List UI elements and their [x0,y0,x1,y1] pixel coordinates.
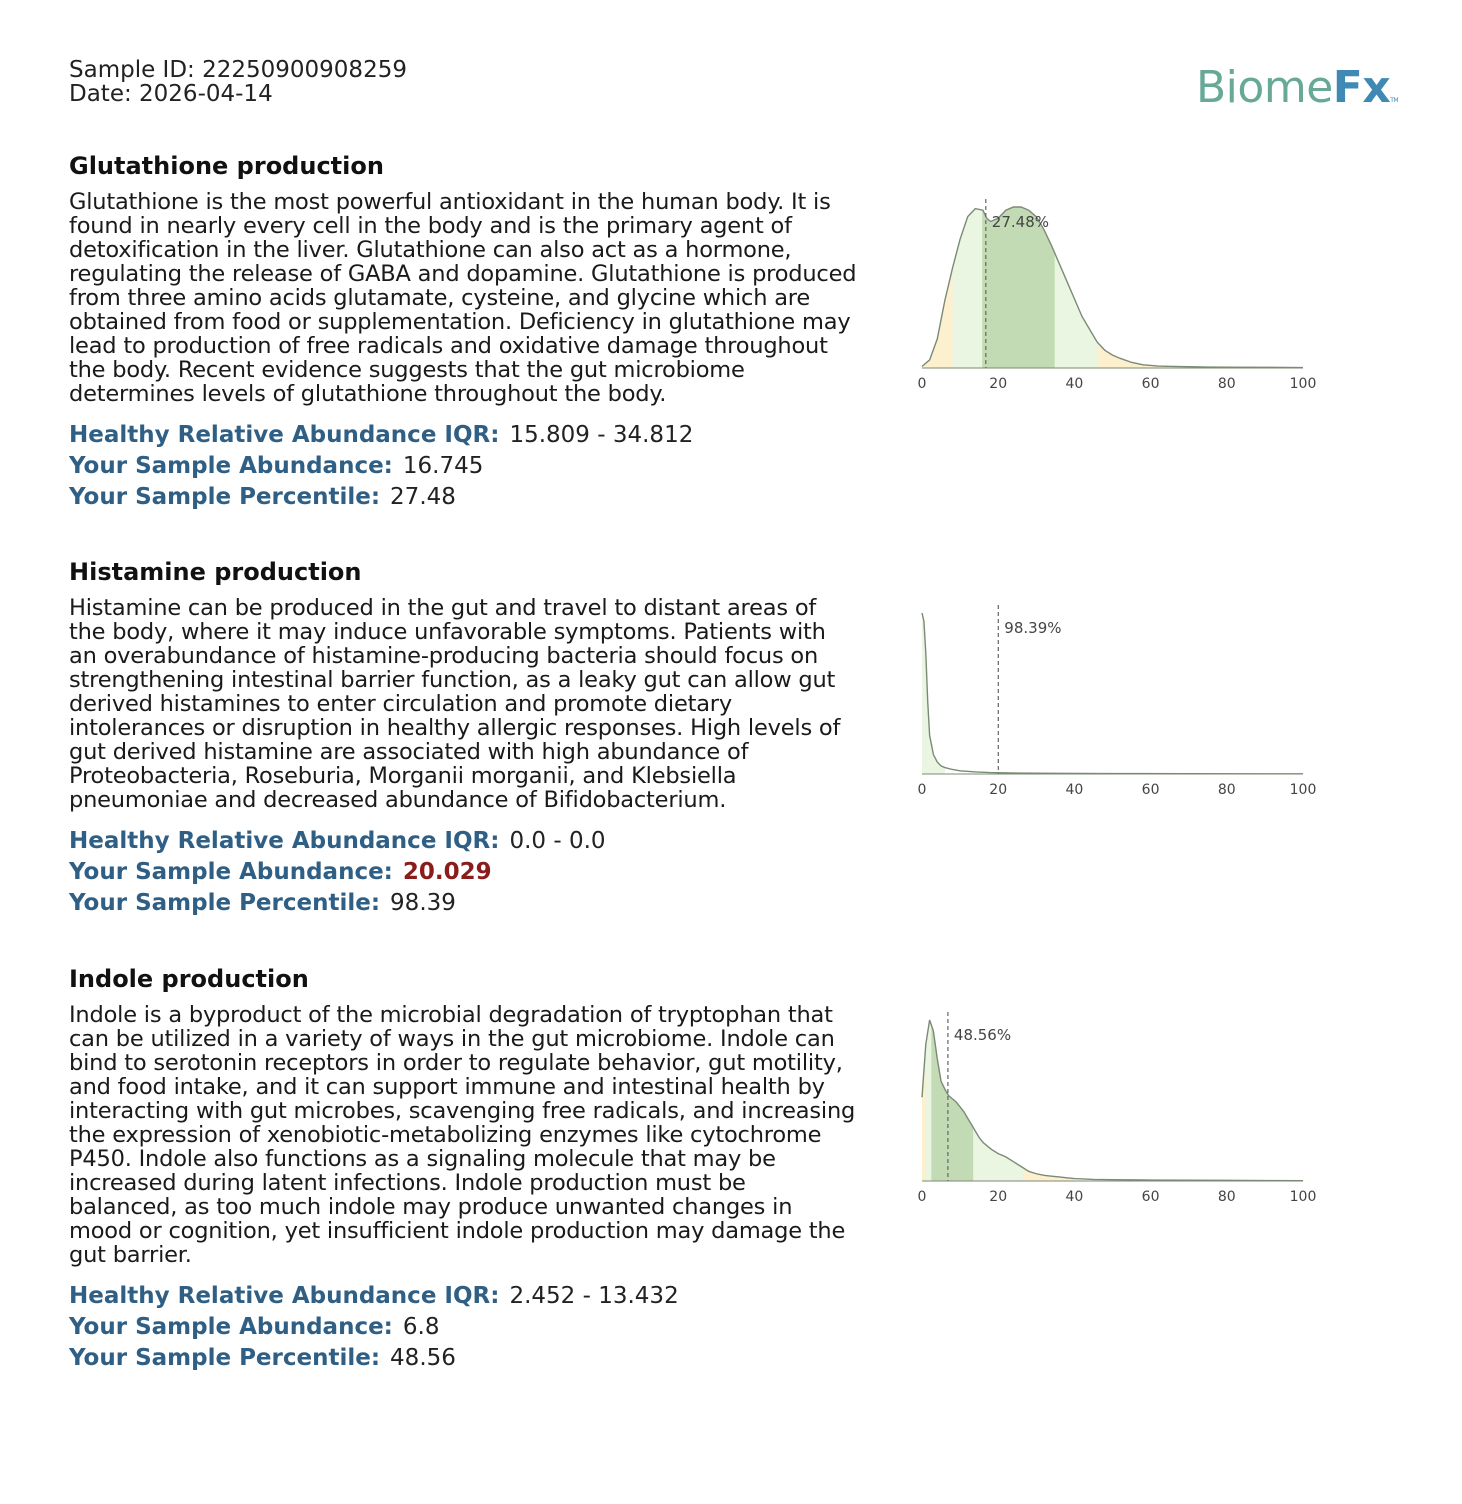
section-description: Indole is a byproduct of the microbial degradation of tryptophan that can be utilized in a variety of ways in the gut microbiome. Indole can bind to serotonin receptors in order to regulate behavior, gut motility, and food intake, and it can support immune and intestinal health by interacting with gut microbes, scavenging free radicals, and increasing the expression of xenobiotic-metabolizing enzymes like cytochrome P450. Indole also functions as a signaling molecule that may be increased during latent infections. Indole production must be balanced, as too much indole may produce unwanted changes in mood or cognition, yet insufficient indole production may damage the gut barrier. [69,1002,856,1268]
density-curve [922,613,1303,774]
iqr-value: 15.809 - 34.812 [509,422,694,448]
section-glutathione [69,152,859,513]
iqr-row [69,826,859,857]
x-tick-label: 80 [1217,1189,1236,1205]
distribution-chart-histamine [910,601,1330,801]
x-tick-label: 60 [1141,782,1160,798]
abundance-value: 16.745 [402,453,484,479]
section-stats [69,420,859,513]
x-tick-label: 20 [989,782,1008,798]
section-description: Histamine can be produced in the gut and travel to distant areas of the body, where it may induce unfavorable symptoms. Patients with an overabundance of histamine-producing bacteria should focus on strengthening intestinal barrier function, as a leaky gut can allow gut derived histamines to enter circulation and promote dietary intolerances or disruption in healthy allergic responses. High levels of gut derived histamine are associated with high abundance of Proteobacteria, Roseburia, Morganii morganii, and Klebsiella pneumoniae and decreased abundance of Bifidobacterium. [69,595,841,813]
percentile-label: Your Sample Percentile: [69,1345,381,1371]
section-stats [69,1281,859,1374]
sample-id: Sample ID: 22250900908259 [69,57,407,83]
section-title: Indole production [69,965,309,993]
iqr-label: Healthy Relative Abundance IQR: [69,1283,500,1309]
distribution-svg [910,1008,1330,1208]
percentile-label: Your Sample Percentile: [69,890,381,916]
section-histamine [69,558,859,919]
distribution-svg [910,195,1330,395]
distribution-svg [910,601,1330,801]
iqr-row [69,420,859,451]
abundance-row [69,857,859,888]
x-tick-label: 0 [917,376,927,392]
x-tick-label: 100 [1289,1189,1317,1205]
section-title: Histamine production [69,558,362,586]
abundance-label: Your Sample Abundance: [69,1314,393,1340]
iqr-band [931,1025,973,1181]
iqr-band [982,207,1054,368]
section-stats [69,826,859,919]
percentile-annotation: 48.56% [953,1026,1012,1044]
x-tick-label: 60 [1141,1189,1160,1205]
biomefx-logo: BiomeFxTM [1196,62,1399,113]
section-indole [69,965,859,1374]
x-tick-label: 20 [989,376,1008,392]
percentile-row [69,888,859,919]
percentile-annotation: 98.39% [1004,619,1062,637]
abundance-label: Your Sample Abundance: [69,859,393,885]
iqr-label: Healthy Relative Abundance IQR: [69,422,500,448]
iqr-value: 2.452 - 13.432 [509,1283,679,1309]
abundance-value: 20.029 [402,859,492,885]
x-tick-label: 40 [1065,782,1084,798]
distribution-chart-indole [910,1008,1330,1208]
section-title: Glutathione production [69,152,384,180]
percentile-value: 27.48 [390,484,456,510]
distribution-chart-glutathione [910,195,1330,395]
x-tick-label: 80 [1217,376,1236,392]
x-tick-label: 40 [1065,1189,1084,1205]
x-tick-label: 80 [1217,782,1236,798]
abundance-label: Your Sample Abundance: [69,453,393,479]
abundance-value: 6.8 [402,1314,440,1340]
percentile-value: 48.56 [390,1345,456,1371]
abundance-row [69,1312,859,1343]
abundance-row [69,451,859,482]
percentile-row [69,482,859,513]
iqr-row [69,1281,859,1312]
x-tick-label: 20 [989,1189,1008,1205]
x-tick-label: 0 [917,1189,927,1205]
x-tick-label: 0 [917,782,927,798]
x-tick-label: 40 [1065,376,1084,392]
iqr-value: 0.0 - 0.0 [509,828,606,854]
x-tick-label: 100 [1289,782,1317,798]
percentile-row [69,1343,859,1374]
report-date: Date: 2026-04-14 [69,81,273,107]
section-description: Glutathione is the most powerful antioxidant in the human body. It is found in nearly every cell in the body and is the primary agent of detoxification in the liver. Glutathione can also act as a hormone, regulating the release of GABA and dopamine. Glutathione is produced from three amino acids glutamate, cysteine, and glycine which are obtained from food or supplementation. Deficiency in glutathione may lead to production of free radicals and oxidative damage throughout the body. Recent evidence suggests that the gut microbiome determines levels of glutathione throughout the body. [69,189,857,407]
x-tick-label: 100 [1289,376,1317,392]
x-tick-label: 60 [1141,376,1160,392]
percentile-annotation: 27.48% [991,213,1050,231]
iqr-label: Healthy Relative Abundance IQR: [69,828,500,854]
report-header [69,58,407,106]
percentile-label: Your Sample Percentile: [69,484,381,510]
percentile-value: 98.39 [390,890,456,916]
